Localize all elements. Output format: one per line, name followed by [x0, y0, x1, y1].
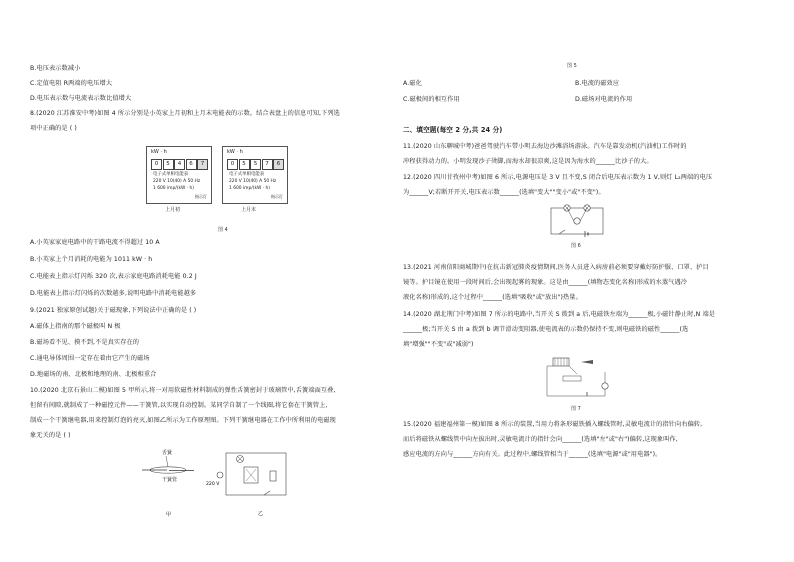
q8-option-a: A.小英家家庭电路中的干路电流不得超过 10 A	[30, 239, 160, 246]
reed-label: 舌簧	[162, 450, 173, 456]
question-11-line2: 冲程获得动力的。小明发现沙子烫脚,而海水却很凉爽,这是因为海水的______比沙子的大。	[403, 158, 653, 165]
figure-6-diagram	[545, 202, 609, 242]
q8-option-c: C.电能表上指示灯闪烁 320 次,表示家庭电路消耗电能 0.2 J	[30, 273, 197, 280]
question-10-line3: 制成一个干簧继电器,用来控制灯泡的亮灭,如图乙所示为工作原理图。下列干簧继电器在工作中所利用的电磁现	[30, 417, 336, 424]
question-12-line1: 12.(2020 四川甘孜州中考)如图 6 所示,电源电压是 3 V 且不变,S 闭合后电压表示数为 1 V,则灯 L₂两端的电压	[403, 174, 713, 181]
voltmeter-icon	[574, 218, 580, 224]
meter-unit: kW · h	[227, 149, 243, 155]
question-10-line1: 10.(2020 北京石景山二模)如图 5 甲所示,将一对用软磁性材料制成的弹性舌簧密封于玻璃管中,舌簧端面互叠,	[30, 387, 336, 394]
question-13-line2: 镜等。护目镜在使用一段时间后,会出现起雾的现象。这是由______(填物态变化名称)形成的水蒸气遇冷	[403, 279, 688, 286]
figure-4	[146, 146, 296, 230]
question-15-line1: 15.(2020 福建福州第一模)如图 8 所示的装置,当用力将条形磁铁插入螺线管时,灵敏电流计的指针向右偏转,	[403, 421, 703, 428]
meter-rating: 220 V 10(40) A 50 Hz	[229, 179, 277, 184]
digit: 5	[163, 159, 174, 170]
question-14-line3: 填"增强""不变"或"减弱")	[403, 341, 474, 348]
figure-4-caption: 图 4	[218, 227, 228, 233]
question-13-line1: 13.(2021 河南信阳商城期中)在抗击新冠肺炎疫情期间,医务人员进入病房前必须要穿戴好防护服、口罩、护目	[403, 264, 709, 271]
question-15-line2: 而后将磁铁从螺线管中向左拔出时,灵敏电流计的指针会向______(选填"左"或"右")偏转,这现象叫作,	[403, 436, 678, 443]
meter-caption: 上月初	[165, 207, 181, 213]
digit: 6	[186, 159, 197, 170]
q9-option-b: B.磁场看不见、摸不到,不是真实存在的	[30, 339, 140, 346]
option-d: D.电压表示数与电流表示数比值增大	[30, 95, 132, 102]
digit: 0	[151, 159, 162, 170]
meter-digits	[151, 159, 209, 170]
meter-start-of-month	[146, 146, 212, 213]
q10-option-c: C.磁极间的相互作用	[403, 96, 460, 103]
question-14-line1: 14.(2020 湖北荆门中考)如图 7 所示的电路中,当开关 S 拨到 a 后,电磁铁左端为______极,小磁针静止时,N 端是	[403, 311, 716, 318]
question-11-line1: 11.(2020 山东聊城中考)爸爸驾驶汽车带小明去海边沙滩浴场游泳。汽车是靠发动机(汽油机)工作时的	[403, 143, 687, 150]
question-15-line3: 感应电流的方向与______方向有关。此过程中,螺线管相当于______(选填"电源"或"用电器")。	[403, 451, 662, 458]
digit: 7	[197, 159, 208, 170]
figure-6-caption: 图 6	[571, 243, 581, 249]
meter-rating: 220 V 10(40) A 50 Hz	[153, 179, 201, 184]
figure-5-caption: 图 5	[567, 63, 577, 69]
meter-type: 电子式单相电能表	[229, 172, 265, 177]
digit: 5	[239, 159, 250, 170]
q9-option-a: A.磁体上指南的那个磁极叫 N 极	[30, 323, 121, 330]
digit: 6	[273, 159, 284, 170]
digit: 5	[250, 159, 261, 170]
figure-yi-label: 乙	[258, 511, 264, 517]
ac-source-icon	[217, 472, 223, 478]
question-8-line2: 项中正确的是 ( )	[30, 125, 77, 132]
ammeter-icon	[602, 383, 608, 389]
compass-needle-icon	[581, 360, 593, 364]
meter-caption: 上月末	[241, 207, 257, 213]
q10-option-d: D.磁场对电流的作用	[575, 96, 633, 103]
rheostat-icon	[563, 376, 581, 381]
q8-option-d: D.电能表上指示灯闪烁的次数越多,说明电路中消耗电能越多	[30, 290, 197, 297]
option-b: B.电压表示数减小	[30, 65, 81, 72]
resistor-icon	[270, 471, 276, 481]
question-8-line1: 8.(2020 江苏淮安中考)如图 4 所示分别是小英家上月初和上月末电能表的示数。结合表盘上的信息可知,下列选	[30, 110, 340, 117]
question-14-line2: ______极;当开关 S 由 a 拨到 b 调节滑动变阻器,使电流表的示数仍保持不变,则电磁铁的磁性______(选	[403, 326, 689, 333]
indicator-lamp-label: 指示灯	[195, 194, 207, 199]
q10-option-a: A.磁化	[403, 80, 422, 87]
question-10-line2: 但留有间隙,就制成了一种磁控元件——干簧管,以实现自动控制。某同学自制了一个线圈,将它套在干簧管上,	[30, 402, 328, 409]
question-10-line4: 象无关的是 ( )	[30, 432, 71, 439]
q9-option-c: C.通电导体周围一定存在着由它产生的磁场	[30, 355, 150, 362]
meter-digits	[227, 159, 285, 170]
figure-5-diagram	[140, 445, 300, 520]
meter-type: 电子式单相电能表	[153, 172, 189, 177]
q8-option-b: B.小英家上个月消耗的电能为 1011 kW · h	[30, 256, 153, 263]
switch-icon	[264, 491, 270, 495]
reed-tube-label: 干簧管	[162, 477, 178, 483]
meter-end-of-month	[222, 146, 288, 213]
figure-jia-label: 甲	[166, 512, 172, 518]
meter-unit: kW · h	[151, 149, 167, 155]
digit: 7	[262, 159, 273, 170]
meter-constant: 1 600 imp/(kW · h)	[153, 186, 195, 191]
source-voltage-label: 220 V	[206, 482, 220, 487]
meter-constant: 1 600 imp/(kW · h)	[229, 186, 271, 191]
question-9: 9.(2021 独家原创试题)关于磁现象,下列说法中正确的是 ( )	[30, 307, 197, 314]
indicator-lamp-label: 指示灯	[271, 194, 283, 199]
option-c: C.定值电阻 R两端的电压增大	[30, 80, 113, 87]
question-12-line2: 为______V;若断开开关,电压表示数______(选填"变大""变小"或"不变")。	[403, 189, 605, 196]
digit: 0	[227, 159, 238, 170]
q9-option-d: D.地磁场的南、北极和地理的南、北极相重合	[30, 371, 157, 378]
section-fill-in-title: 二、填空题(每空 2 分,共 24 分)	[403, 126, 503, 134]
digit: 4	[174, 159, 185, 170]
q10-option-b: B.电流的磁效应	[575, 80, 620, 87]
figure-7-caption: 图 7	[571, 406, 581, 412]
switch-icon	[559, 230, 565, 234]
question-13-line3: 液化名称)形成的,这个过程中______(选填"吸收"或"放出")热量。	[403, 294, 582, 301]
figure-7-diagram	[541, 352, 615, 402]
